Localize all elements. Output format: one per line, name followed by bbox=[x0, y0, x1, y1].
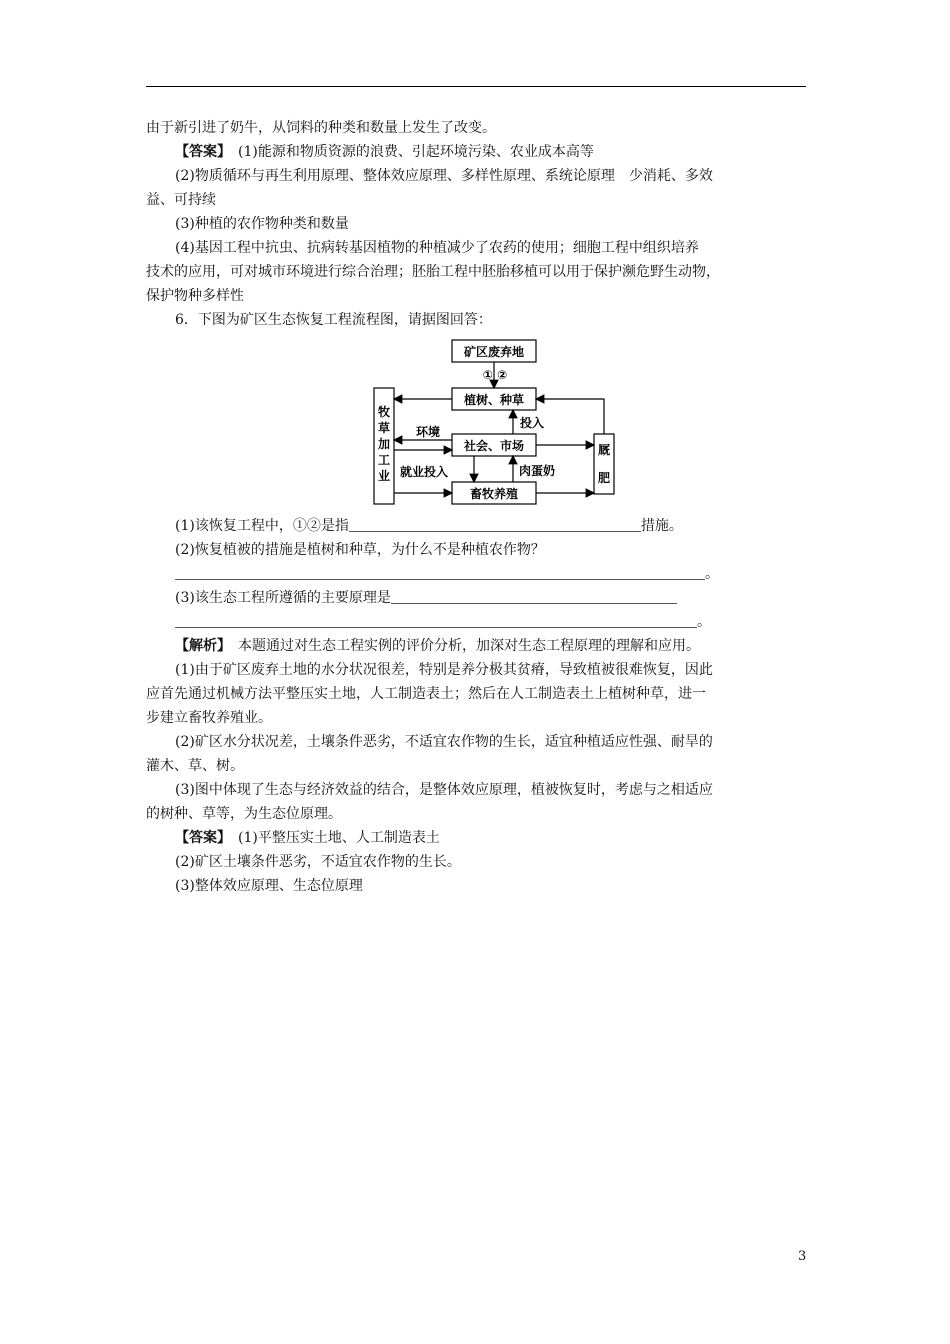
label-planting: 植树、种草 bbox=[463, 393, 525, 407]
label-forage-char: 加 bbox=[377, 437, 391, 451]
q5-answer-4a: (4)基因工程中抗虫、抗病转基因植物的种植减少了农药的使用；细胞工程中组织培养 bbox=[175, 240, 699, 256]
q5-answer-3: (3)种植的农作物种类和数量 bbox=[175, 216, 349, 232]
answer-tag: 【答案】 bbox=[175, 830, 224, 846]
analysis-p3b: 的树种、草等，为生态位原理。 bbox=[146, 806, 342, 822]
page-content bbox=[146, 116, 808, 898]
answer-blank-2[interactable] bbox=[175, 563, 705, 580]
q6-sub1-prefix: (1)该恢复工程中，①②是指 bbox=[175, 518, 349, 534]
q6-sub2: (2)恢复植被的措施是植树和种草，为什么不是种植农作物？ bbox=[175, 542, 545, 558]
q5-answer-2a: (2)物质循环与再生利用原理、整体效应原理、多样性原理、系统论原理 少消耗、多效 bbox=[175, 168, 713, 184]
answer-blank-1[interactable] bbox=[349, 515, 641, 532]
period: 。 bbox=[705, 566, 719, 582]
answer-blank-4[interactable] bbox=[175, 611, 697, 628]
analysis-p2b: 灌木、草、树。 bbox=[146, 758, 244, 774]
label-forage-char: 业 bbox=[377, 469, 391, 483]
header-rule bbox=[146, 86, 806, 87]
q6-stem: 6．下图为矿区生态恢复工程流程图，请据图回答： bbox=[175, 312, 492, 328]
q6-sub2-answer-line bbox=[146, 562, 808, 586]
q5-answer-2b: 益、可持续 bbox=[146, 192, 216, 208]
label-investment: 投入 bbox=[520, 416, 545, 430]
q6-sub3-prefix: (3)该生态工程所遵循的主要原理是 bbox=[175, 590, 391, 606]
continuation-text: 由于新引进了奶牛，从饲料的种类和数量上发生了改变。 bbox=[146, 120, 496, 136]
q6-sub3-answer-line bbox=[146, 610, 808, 634]
q6-sub1 bbox=[146, 514, 808, 538]
q5-answer-4c: 保护物种多样性 bbox=[146, 288, 244, 304]
q5-answer-4b: 技术的应用，可对城市环境进行综合治理；胚胎工程中胚胎移植可以用于保护濒危野生动物， bbox=[146, 264, 720, 280]
label-meat-eggs-milk: 肉蛋奶 bbox=[519, 464, 556, 478]
label-manure-char: 肥 bbox=[597, 471, 611, 485]
q5-answer-1: (1)能源和物质资源的浪费、引起环境污染、农业成本高等 bbox=[238, 144, 594, 160]
analysis-intro: 本题通过对生态工程实例的评价分析，加深对生态工程原理的理解和应用。 bbox=[224, 638, 700, 654]
label-livestock: 畜牧养殖 bbox=[469, 487, 519, 501]
label-wasteland: 矿区废弃地 bbox=[463, 345, 525, 359]
label-environment: 环境 bbox=[415, 425, 441, 439]
arrow-manure-to-planting bbox=[536, 399, 604, 434]
label-forage-char: 草 bbox=[377, 421, 391, 435]
flow-diagram-svg bbox=[146, 336, 808, 512]
q6-answer-2: (2)矿区土壤条件恶劣，不适宜农作物的生长。 bbox=[175, 854, 461, 870]
page-number: 3 bbox=[798, 1249, 807, 1264]
analysis-p3a: (3)图中体现了生态与经济效益的结合，是整体效应原理，植被恢复时，考虑与之相适应 bbox=[175, 782, 713, 798]
label-markers: ① ② bbox=[482, 368, 508, 382]
flow-diagram bbox=[146, 336, 808, 512]
label-society-market: 社会、市场 bbox=[463, 439, 525, 453]
analysis-p1a: (1)由于矿区废弃土地的水分状况很差，特别是养分极其贫瘠，导致植被很难恢复，因此 bbox=[175, 662, 713, 678]
label-manure-char: 厩 bbox=[597, 443, 611, 457]
label-forage-char: 工 bbox=[377, 453, 391, 467]
q6-sub1-suffix: 措施。 bbox=[640, 518, 683, 534]
q5-answer-line-1 bbox=[146, 140, 808, 164]
q6-answer-3: (3)整体效应原理、生态位原理 bbox=[175, 878, 363, 894]
answer-tag: 【答案】 bbox=[175, 144, 224, 160]
analysis-intro-line bbox=[146, 634, 808, 658]
label-forage-char: 牧 bbox=[377, 405, 391, 419]
answer-blank-3[interactable] bbox=[391, 587, 677, 604]
q6-answer-1: (1)平整压实土地、人工制造表土 bbox=[224, 830, 440, 846]
analysis-tag: 【解析】 bbox=[175, 638, 224, 654]
label-employment: 就业投入 bbox=[399, 465, 449, 479]
analysis-p2a: (2)矿区水分状况差，土壤条件恶劣，不适宜农作物的生长，适宜种植适应性强、耐旱的 bbox=[175, 734, 713, 750]
q6-answer-line-1 bbox=[146, 826, 808, 850]
q6-sub3 bbox=[146, 586, 808, 610]
period: 。 bbox=[697, 614, 711, 630]
analysis-p1c: 步建立畜牧养殖业。 bbox=[146, 710, 272, 726]
analysis-p1b: 应首先通过机械方法平整压实土地，人工制造表土；然后在人工制造表土上植树种草，进一 bbox=[146, 686, 706, 702]
